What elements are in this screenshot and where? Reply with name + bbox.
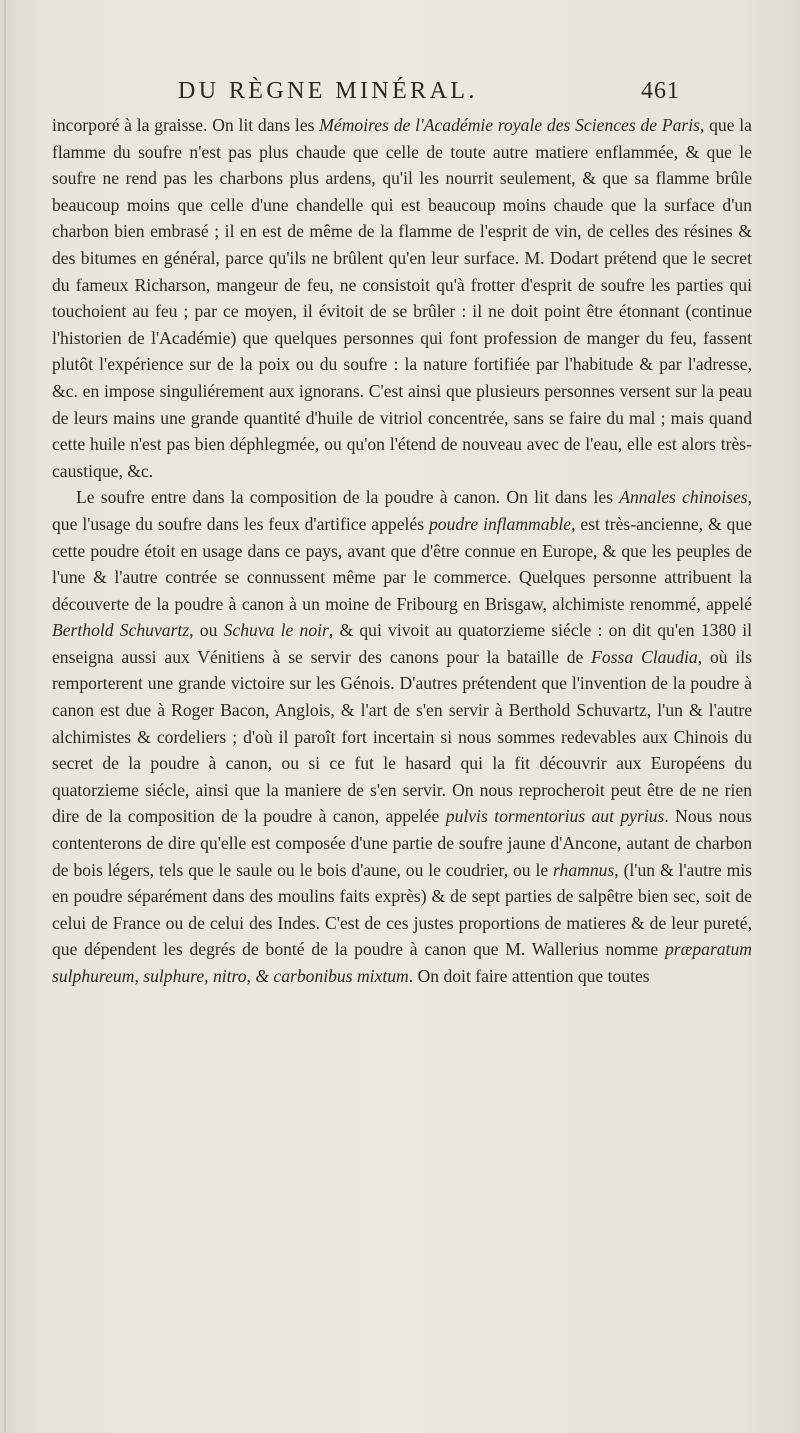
- text-run: , & qui vivoit au quatorzieme siécle : on dit qu'en 1380 il enseigna aussi aux Vénitiens à se servir des canons pour la bataille de: [52, 620, 752, 667]
- text-run: , que l'usage du soufre dans les feux d'artifice appelés: [52, 487, 753, 534]
- body-text: [52, 112, 752, 990]
- text-run: , où ils remporterent une grande victoire sur les Génois. D'autres prétendent que l'invention de la poudre à canon est due à Roger Bacon, Anglois, & l'art de s'en servir à Berthold Schuvartz, l'un & l'autre alchimistes & cordeliers ; d'où il paroît fort incertain si nous sommes redevables aux Chinois du secret de la poudre à canon, ou si ce fut le hasard qui la fit découvrir aux Européens du quatorzieme siécle, ainsi que la maniere de s'en servir. On nous reprocheroit peut être de ne rien dire de la composition de la poudre à canon, appelée: [52, 646, 752, 827]
- text-run: , est très-ancienne, & que cette poudre étoit en usage dans ce pays, avant que d'être connue en Europe, & que les peuples de l'une & l'autre contrée se connussent même par le commerce. Quelques personne attribuent la découverte de la poudre à canon à un moine de Fribourg en Brisgaw, alchimiste renommé, appelé: [52, 513, 752, 614]
- text-run: Le soufre entre dans la composition de la poudre à canon. On lit dans les: [76, 487, 620, 508]
- italic-text: Mémoires de l'Académie royale des Sciences de Paris: [319, 115, 700, 135]
- page-gutter-shadow: [4, 0, 6, 1433]
- running-title: DU RÈGNE MINÉRAL.: [178, 78, 478, 104]
- italic-text: Berthold Schuvartz: [52, 620, 190, 641]
- text-run: , (l'un & l'autre mis en poudre séparément dans des moulins faits exprès) & de sept parties de salpêtre bien sec, soit de celui de France ou de celui des Indes. C'est de ces justes proportions de matieres & de leur pureté, que dépendent les degrés de bonté de la poudre à canon que M. Wallerius nomme: [52, 859, 753, 960]
- italic-text: poudre inflammable: [428, 513, 572, 534]
- italic-text: Schuva le noir: [223, 620, 329, 641]
- text-run: . Nous nous contenterons de dire qu'elle est composée d'une partie de soufre jaune d'Ancone, autant de charbon de bois légers, tels que le saule ou le bois d'aune, ou le coudrier, ou le: [52, 806, 752, 880]
- text-run: incorporé à la graisse. On lit dans les: [52, 115, 320, 135]
- text-run: ,: [134, 966, 144, 986]
- page-number: 461: [641, 78, 680, 104]
- paragraph: [52, 484, 752, 989]
- italic-text: Fossa Claudia: [591, 646, 698, 667]
- italic-text: pulvis tormentorius aut pyrius: [445, 806, 665, 827]
- text-run: . On doit faire attention que toutes: [408, 966, 650, 986]
- italic-text: Annales chinoises: [619, 487, 748, 508]
- text-run: , ou: [189, 620, 224, 641]
- page-header: [178, 78, 680, 105]
- italic-text: præparatum sulphureum: [52, 939, 752, 986]
- text-run: , que la flamme du soufre n'est pas plus chaude que celle de toute autre matiere enflammée, & que le soufre ne rend pas les charbons plus ardens, qu'il les nourrit seulement, & que sa flamme brûle beaucoup moins que celle d'une chandelle qui est beaucoup moins chaude que la surface d'un charbon bien embrasé ; il en est de même de la flamme de l'esprit de vin, de celles des résines & des bitumes en général, parce qu'ils ne brûlent qu'en leur surface. M. Dodart prétend que le secret du fameux Richarson, mangeur de feu, ne consistoit qu'à frotter d'esprit de soufre les parties qui touchoient au feu ; par ce moyen, il évitoit de se brûler : il ne doit point être étonnant (continue l'historien de l'Académie) que quelques personnes qui font profession de manger du feu, fassent plutôt l'expérience sur de la poix ou du soufre : la nature fortifiée par l'habitude & par l'adresse, &c. en impose singuliérement aux ignorans. C'est ainsi que plusieurs personnes versent sur la peau de leurs mains une grande quantité d'huile de vitriol concentrée, sans se faire du mal ; mais quand cette huile n'est pas bien déphlegmée, ou qu'on l'étend de nouveau avec de l'eau, elle est alors très-caustique, &c.: [52, 115, 752, 481]
- italic-text: rhamnus: [553, 859, 615, 880]
- italic-text: sulphure, nitro, & carbonibus mixtum: [143, 966, 409, 986]
- paragraph: [52, 112, 752, 484]
